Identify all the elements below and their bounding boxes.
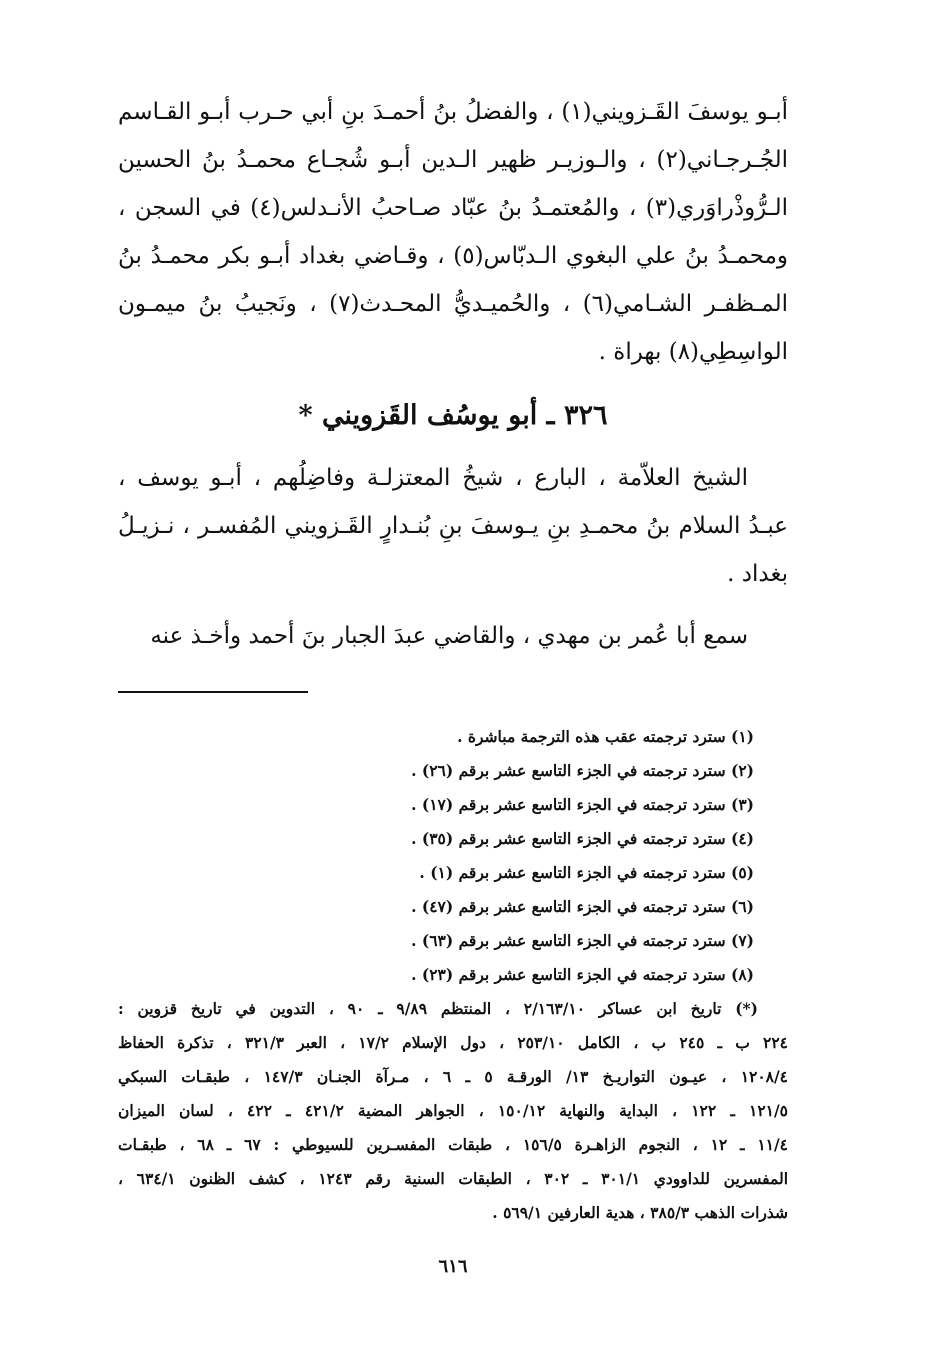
sources-line: ١٢٠٨/٤ ، عيـون التواريـخ ١٣/ الورقـة ٥ ـ ٦ ، مـرآة الجنـان ١٤٧/٣ ، طبقـات السبكي <box>118 1067 788 1086</box>
footnote-item: (٤) سترد ترجمته في الجزء التاسع عشر برقم (٣٥) . <box>411 829 754 848</box>
footnote-item: (٧) سترد ترجمته في الجزء التاسع عشر برقم (٦٣) . <box>411 931 754 950</box>
sources-line: ١١/٤ ـ ١٢ ، النجوم الزاهـرة ١٥٦/٥ ، طبقات المفسـرين للسيوطي : ٦٧ ـ ٦٨ ، طبقـات <box>118 1135 788 1154</box>
sources-line: ٢٢٤ ب ـ ٢٤٥ ب ، الكامل ٢٥٣/١٠ ، دول الإسلام ١٧/٢ ، العبر ٣٢١/٣ ، تذكرة الحفاظ <box>118 1033 788 1052</box>
text-line: سمع أبا عُمر بن مهدي ، والقاضي عبدَ الجبار بنَ أحمد وأخـذ عنه <box>150 623 748 649</box>
footnote-item: (٦) سترد ترجمته في الجزء التاسع عشر برقم (٤٧) . <box>411 897 754 916</box>
text-line: الـرُّوذْراوَري(٣) ، والمُعتمـدُ بنُ عبّاد صـاحبُ الأنـدلس(٤) في السجن ، <box>118 195 788 221</box>
text-line: الجُـرجـاني(٢) ، والـوزيـر ظهير الـدين أبـو شُجـاع محمـدُ بنُ الحسين <box>118 147 788 173</box>
bio-paragraph <box>118 454 788 598</box>
intro-paragraph <box>118 88 788 376</box>
paragraph-spacer <box>118 598 788 612</box>
sources-line: المفسرين للداوودي ٣٠١/١ ـ ٣٠٢ ، الطبقات السنية رقم ١٢٤٣ ، كشف الظنون ٦٣٤/١ ، <box>118 1169 788 1188</box>
book-page <box>118 88 788 1328</box>
text-line: ومحمـدُ بنُ علي البغوي الـدبّاس(٥) ، وقـاضي بغداد أبـو بكر محمـدُ بنُ <box>118 243 788 269</box>
sources-line: (*) تاريخ ابن عساكر ٢/١٦٣/١٠ ، المنتظم ٩/٨٩ ـ ٩٠ ، التدوين في تاريخ قزوين : <box>118 999 758 1018</box>
text-line: عبـدُ السلام بنُ محمـدِ بنِ يـوسفَ بنِ بُنـدارٍ القَـزويني المُفسـر ، نـزيـلُ <box>118 513 788 539</box>
footnote-item: (٥) سترد ترجمته في الجزء التاسع عشر برقم (١) . <box>419 863 754 882</box>
sources-line: شذرات الذهب ٣٨٥/٣ ، هدية العارفين ٥٦٩/١ . <box>492 1203 788 1222</box>
entry-heading: ٣٢٦ ـ أبو يوسُف القَزويني * <box>298 400 608 431</box>
narration-paragraph <box>118 612 788 660</box>
sources-line: ١٢١/٥ ـ ١٢٢ ، البداية والنهاية ١٥٠/١٢ ، الجواهر المضية ٤٢١/٢ ـ ٤٢٢ ، لسان الميزان <box>118 1101 788 1120</box>
text-line: بغداد . <box>727 561 788 587</box>
text-line: الواسِطِي(٨) بهراة . <box>598 339 788 365</box>
text-line: المـظفـر الشـامي(٦) ، والحُميـديُّ المحـدث(٧) ، ونَجيبُ بنُ ميمـون <box>118 291 788 317</box>
sources-footnote <box>118 992 788 1230</box>
text-line: أبـو يوسفَ القَـزويني(١) ، والفضلُ بنُ أحمـدَ بنِ أبي حـرب أبـو القـاسم <box>118 99 788 125</box>
page-number: ٦١٦ <box>438 1256 468 1277</box>
footnote-item: (٨) سترد ترجمته في الجزء التاسع عشر برقم (٢٣) . <box>411 965 754 984</box>
footnotes-section <box>118 720 788 1230</box>
footnote-item: (٣) سترد ترجمته في الجزء التاسع عشر برقم (١٧) . <box>411 795 754 814</box>
text-line: الشيخ العلاّمة ، البارع ، شيخُ المعتزلـة وفاضِلُهم ، أبـو يوسف ، <box>118 465 748 491</box>
footnote-item: (٢) سترد ترجمته في الجزء التاسع عشر برقم (٢٦) . <box>411 761 754 780</box>
footnote-item: (١) سترد ترجمته عقب هذه الترجمة مباشرة . <box>457 727 754 746</box>
footnote-divider <box>118 691 308 693</box>
